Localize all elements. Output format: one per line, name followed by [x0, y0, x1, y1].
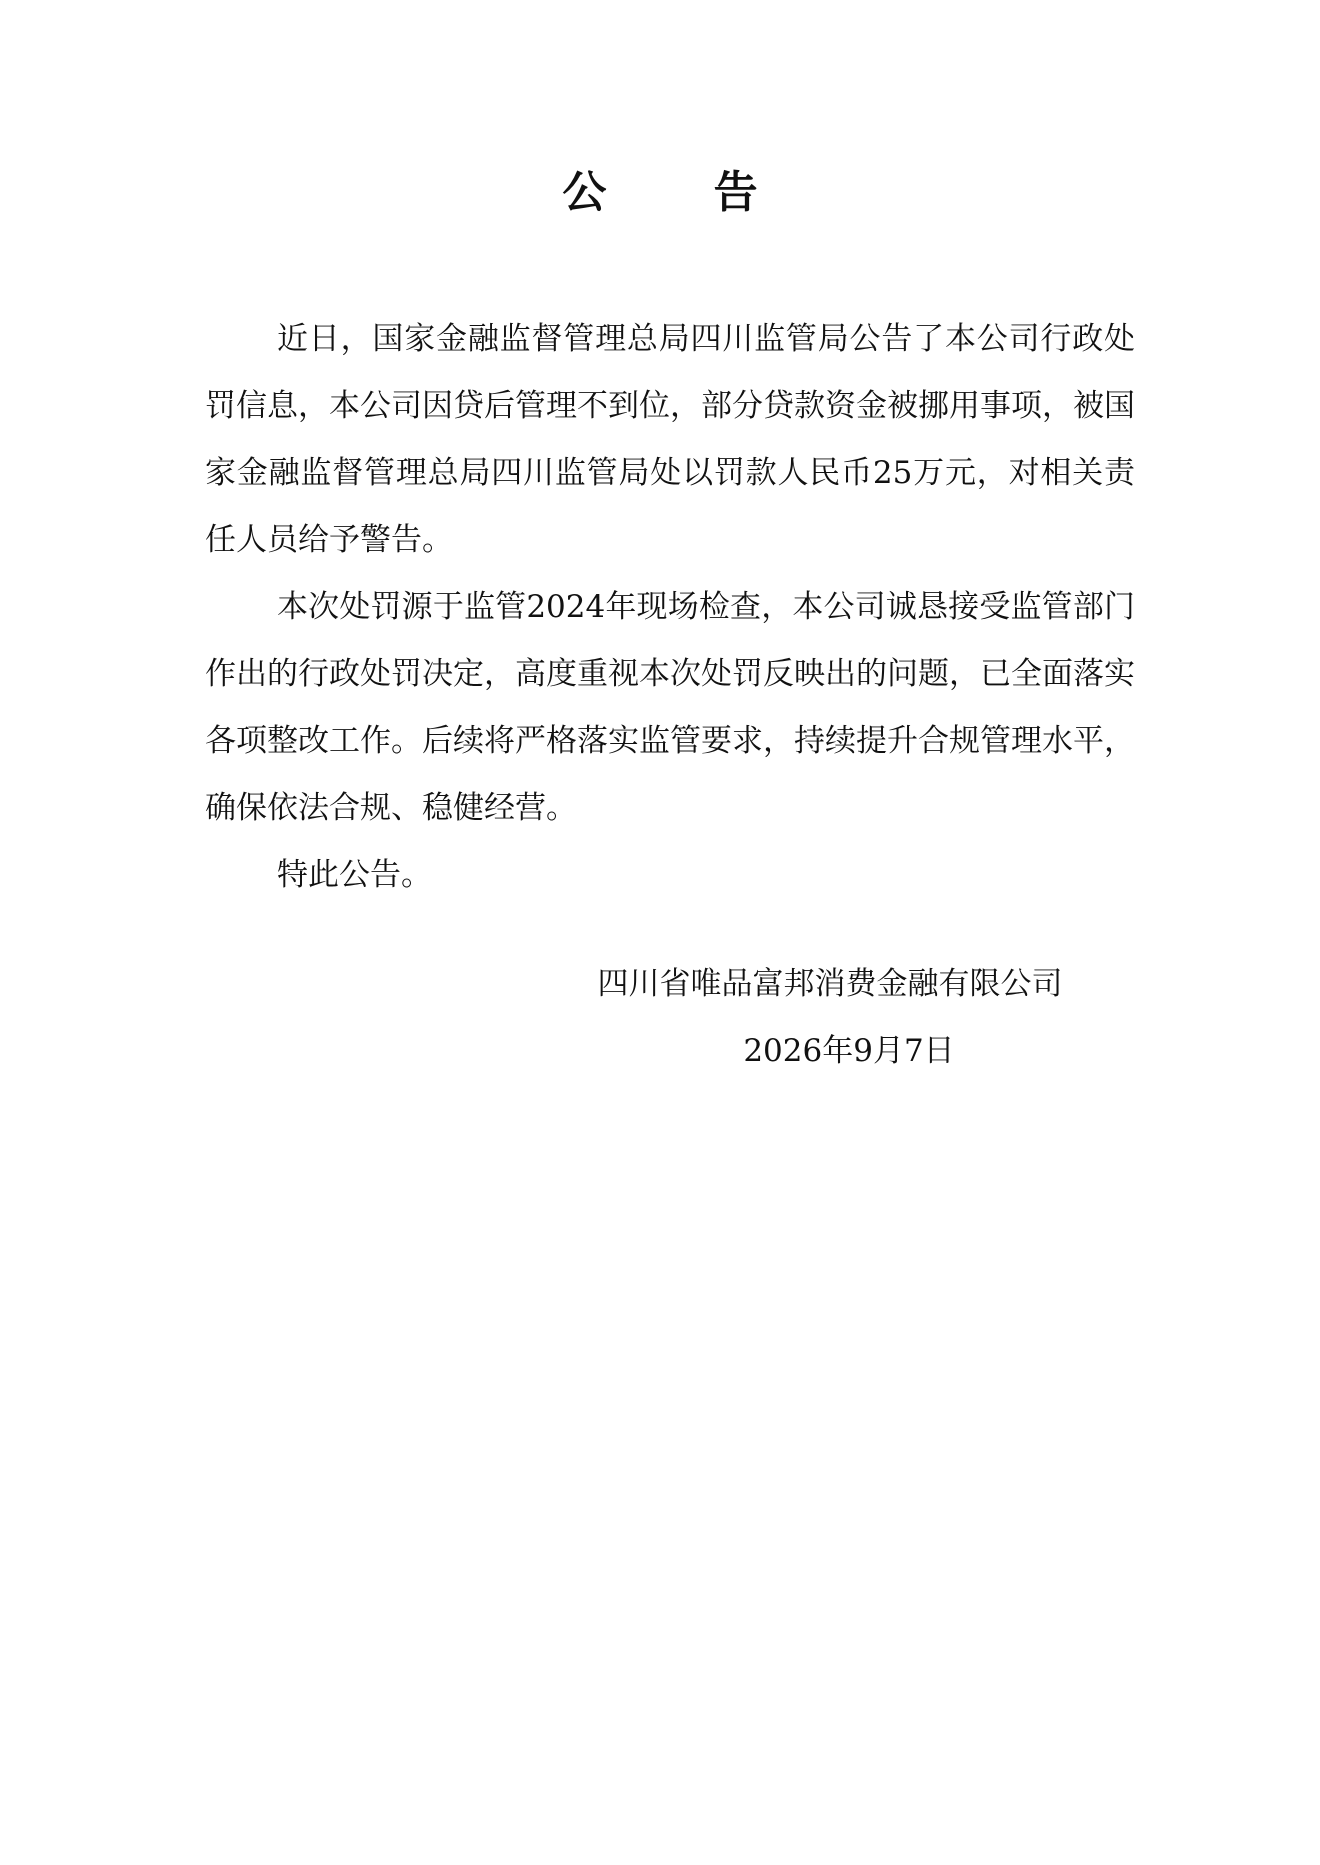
- issue-date: 2026年9月7日: [743, 1033, 955, 1069]
- document-title: 公 告: [562, 167, 804, 218]
- issuer-company: 四川省唯品富邦消费金融有限公司: [597, 966, 1063, 1002]
- paragraph-penalty-info: 近日，国家金融监督管理总局四川监管局公告了本公司行政处罚信息，本公司因贷后管理不到位，部分贷款资金被挪用事项，被国家金融监督管理总局四川监管局处以罚款人民币25万元，对相关责任人员给予警告。: [205, 321, 1135, 558]
- signature-block: [560, 951, 1100, 1085]
- paragraph-closing: 特此公告。: [277, 857, 432, 893]
- document-body: [205, 306, 1135, 909]
- paragraph-rectification: 本次处罚源于监管2024年现场检查，本公司诚恳接受监管部门作出的行政处罚决定，高度重视本次处罚反映出的问题，已全面落实各项整改工作。后续将严格落实监管要求，持续提升合规管理水平，确保依法合规、稳健经营。: [205, 589, 1135, 826]
